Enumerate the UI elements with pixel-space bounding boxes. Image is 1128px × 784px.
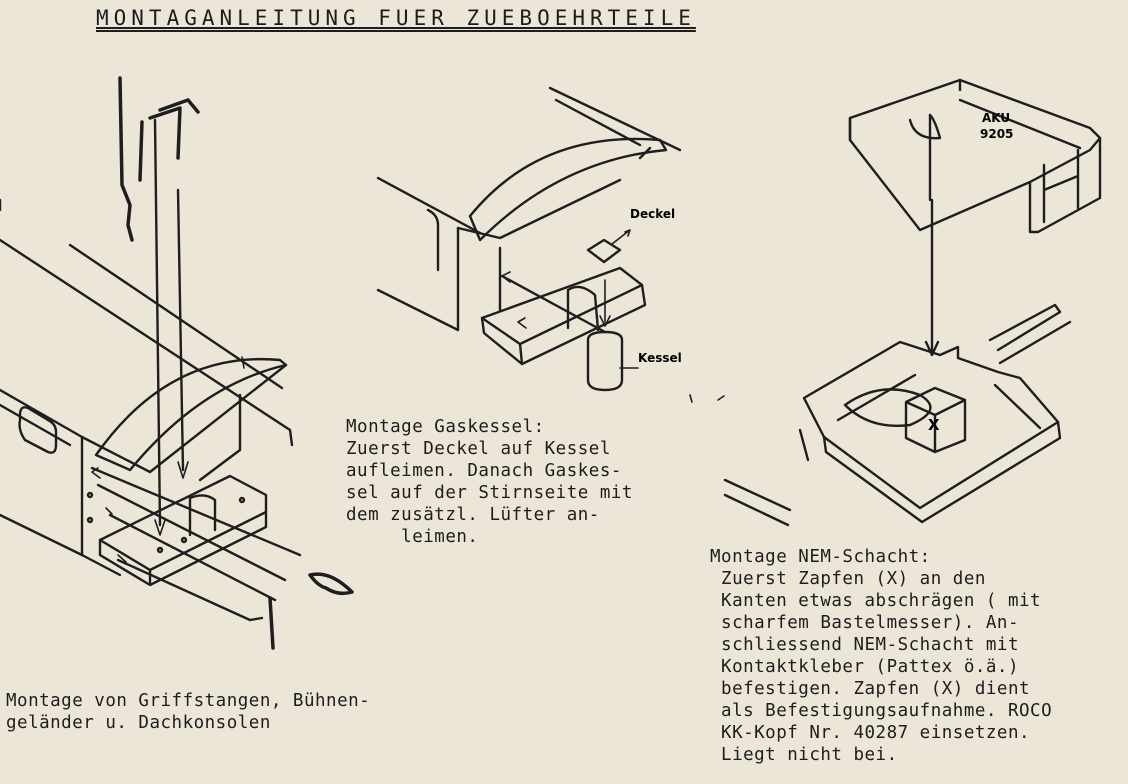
caption-gaskessel: Montage Gaskessel: Zuerst Deckel auf Kessel aufleimen. Danach Gaskes- sel auf der Stirnseite mit dem zusätzl. Lüfter an- leimen. — [346, 417, 633, 547]
page-title: MONTAGANLEITUNG FUER ZUEBOEHRTEILE — [96, 6, 696, 30]
label-kessel: Kessel — [638, 351, 682, 365]
label-zapfen: X — [928, 416, 940, 434]
label-deckel: Deckel — [630, 207, 676, 221]
drawing-nem-schacht — [725, 80, 1100, 525]
drawing-griffstangen — [0, 78, 352, 648]
caption-griffstangen: Montage von Griffstangen, Bühnen- geländer u. Dachkonsolen — [6, 691, 371, 733]
label-aku: AKU — [982, 111, 1011, 125]
caption-nem-schacht: Montage NEM-Schacht: Zuerst Zapfen (X) an den Kanten etwas abschrägen ( mit scharfem Bastelmesser). An- schliessend NEM-Schacht mit Kontaktkleber (Pattex ö.ä.) befestigen. Zapfen (X) dient als Befestigungsaufnahme. ROCO KK-Kopf Nr. 40287 einsetzen. Liegt nicht bei. — [710, 547, 1053, 765]
label-aku-number: 9205 — [980, 127, 1014, 141]
